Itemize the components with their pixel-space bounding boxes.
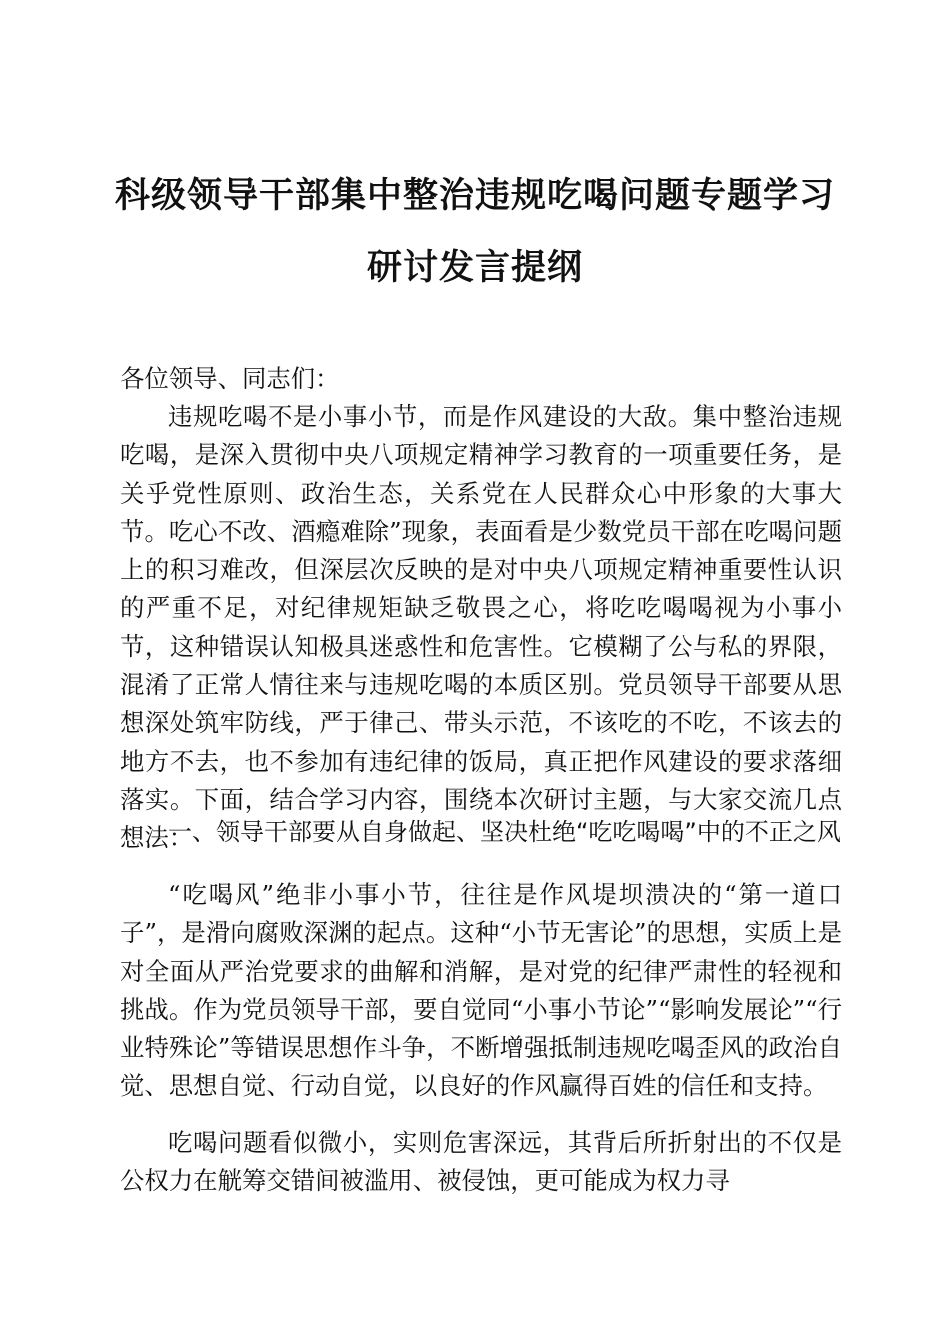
paragraph-section1-second-text: 吃喝问题看似微小，实则危害深远，其背后所折射出的不仅是公权力在觥筹交错间被滥用、被侵蚀，更可能成为权力寻 [120, 1128, 842, 1196]
section-heading-1 [120, 813, 842, 851]
section-heading-1-text: 一、领导干部要从自身做起、坚决杜绝“吃吃喝喝”中的不正之风 [168, 818, 841, 846]
salutation: 各位领导、同志们： [120, 364, 340, 393]
document-title-line2: 研讨发言提纲 [366, 247, 583, 288]
document-title-line1: 科级领导干部集中整治违规吃喝问题专题学习 [114, 175, 835, 216]
paragraph-section1-first-text: “吃喝风”绝非小事小节，往往是作风堤坝溃决的“第一道口子”，是滑向腐败深渊的起点。这种“小节无害论”的思想，实质上是对全面从严治党要求的曲解和消解，是对党的纪律严肃性的轻视和挑战。作为党员领导干部，要自觉同“小事小节论”“影响发展论”“行业特殊论”等错误思想作斗争，不断增强抵制违规吃喝歪风的政治自觉、思想自觉、行动自觉，以良好的作风赢得百姓的信任和支持。 [120, 880, 842, 1101]
paragraph-section1-second [120, 1124, 842, 1201]
paragraph-intro [120, 398, 842, 858]
paragraph-intro-text: 违规吃喝不是小事小节，而是作风建设的大敌。集中整治违规吃喝，是深入贯彻中央八项规定精神学习教育的一项重要任务，是关乎党性原则、政治生态，关系党在人民群众心中形象的大事大节。吃心不改、酒瘾难除”现象，表面看是少数党员干部在吃喝问题上的积习难改，但深层次反映的是对中央八项规定精神重要性认识的严重不足，对纪律规矩缺乏敬畏之心，将吃吃喝喝视为小事小节，这种错误认知极具迷惑性和危害性。它模糊了公与私的界限，混淆了正常人情往来与违规吃喝的本质区别。党员领导干部要从思想深处筑牢防线，严于律己、带头示范，不该吃的不吃，不该去的地方不去，也不参加有违纪律的饭局，真正把作风建设的要求落细落实。下面，结合学习内容，围绕本次研讨主题，与大家交流几点想法： [120, 402, 842, 853]
paragraph-section1-first [120, 876, 842, 1106]
